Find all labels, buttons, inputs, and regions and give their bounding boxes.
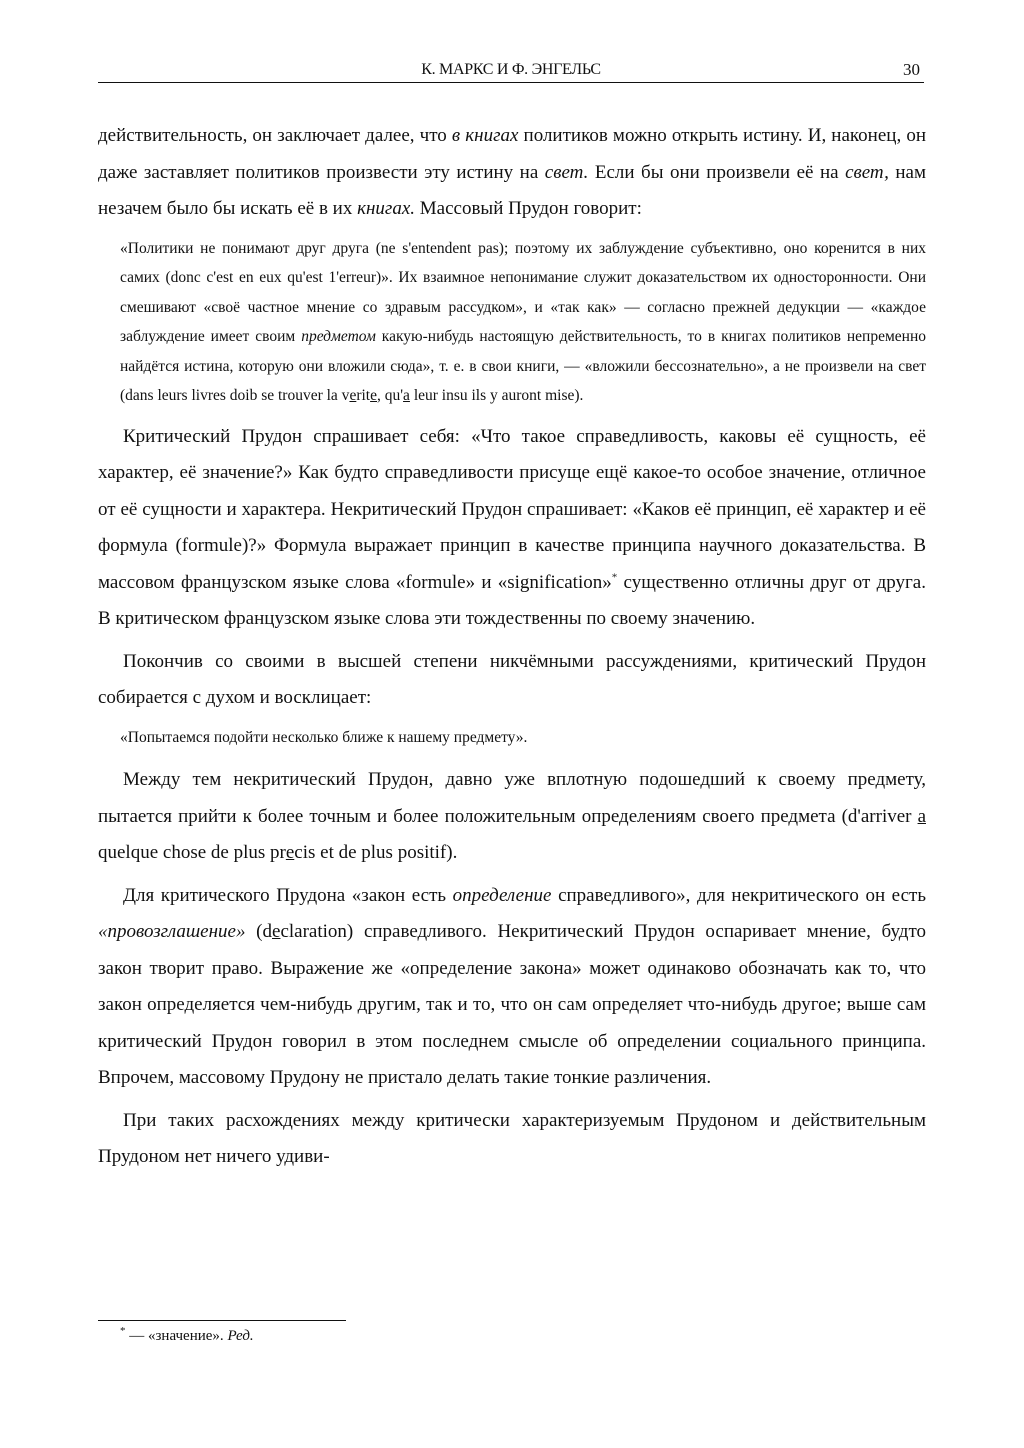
- emphasis: предметом: [301, 328, 376, 345]
- text: Критический Прудон спрашивает себя: «Что такое справедливость, каковы её сущность, её характер, её значение?» Как будто справедливости присуще ещё какое-то особое значение, отличное от её сущности и характера. Некритический Прудон спрашивает: «Каков её принцип, её характер и её формула (formule)?» Формула выражает принцип в качестве принципа научного доказательства. В массовом французском языке слова «formule» и «signification»: [98, 425, 926, 593]
- block-quote-2: «Попытаемся подойти несколько ближе к нашему предмету».: [120, 728, 528, 746]
- emphasis: свет,: [845, 161, 889, 183]
- text: действительность, он заключает далее, что: [98, 125, 452, 146]
- header-title: К. МАРКС И Ф. ЭНГЕЛЬС: [421, 61, 601, 78]
- text: cis et de plus positif).: [294, 842, 458, 863]
- paragraph-1: [98, 118, 926, 228]
- page-body: [98, 118, 926, 1182]
- footnote-text: — «значение».: [125, 1328, 228, 1344]
- paragraph-6: При таких расхождениях между критически характеризуемым Прудоном и действительным Прудоном нет ничего удиви-: [98, 1109, 926, 1167]
- paragraph-3: Покончив со своими в высшей степени никчёмными рассуждениями, критический Прудон собирается с духом и восклицает:: [98, 650, 926, 708]
- paragraph-2: [98, 419, 926, 638]
- emphasis: «провозглашение»: [98, 921, 246, 942]
- text: Массовый Прудон говорит:: [415, 198, 642, 219]
- emphasis: книгах.: [357, 198, 416, 219]
- page-number: 30: [903, 60, 920, 79]
- text: claration) справедливого. Некритический Прудон оспаривает мнение, будто закон творит право. Выражение же «определение закона» может одинаково обозначать как то, что закон определяется чем-нибудь другим, так и то, что он сам определяет что-нибудь другое; выше сам критический Прудон говорил в этом последнем смысле об определении социального принципа. Впрочем, массовому Прудону не пристало делать такие тонкие различения.: [98, 921, 926, 1088]
- text: Если бы они произвели её на: [588, 161, 846, 183]
- running-header: [98, 58, 924, 83]
- text: quelque chose de plus pr: [98, 842, 286, 863]
- footnote-divider: [98, 1320, 346, 1321]
- underlined-letter: a: [917, 805, 926, 827]
- emphasis: определение: [452, 884, 552, 906]
- emphasis: в книгах: [451, 125, 519, 146]
- text: справедливого», для некритического он есть: [551, 884, 926, 906]
- text: Для критического Прудона «закон есть: [123, 884, 453, 906]
- underlined-letter: e: [285, 842, 295, 863]
- text: «Политики не понимают друг друга (ne s'entendent pas); поэтому их заблуждение субъективно, оно коренится в них самих (donc c'est en eux qu'est 1'erreur)». Их взаимное непонимание служит доказательством их односторонности. Они смешивают «своё частное мнение со здравым рассудком», и «так как» — согласно прежней дедукции — «каждое заблуждение имеет своим: [120, 239, 926, 345]
- underlined-letter: e: [370, 387, 377, 404]
- text: политиков можно открыть истину. И, наконец, он даже заставляет политиков произвести эту истину на: [98, 125, 926, 183]
- text: leur insu ils y auront mise).: [409, 387, 584, 404]
- underlined-letter: e: [272, 921, 281, 942]
- underlined-letter: a: [403, 387, 410, 404]
- text: (d: [245, 921, 273, 942]
- text: нам незачем было бы искать её в их: [98, 161, 926, 219]
- text: , qu': [377, 387, 404, 404]
- footnote-marker: *: [611, 571, 618, 584]
- footnote: [120, 1325, 254, 1345]
- text: какую-нибудь настоящую действительность, то в книгах политиков непременно найдётся истина, которую они вложили сюда», т. е. в свои книги, — «вложили бессознательно», а не произвели на свет (dans leurs livres doib se trouver la v: [120, 328, 926, 404]
- emphasis: свет.: [544, 161, 589, 183]
- block-quote-1: [120, 234, 926, 411]
- footnote-editor-note: Ред.: [227, 1328, 254, 1344]
- paragraph-5: [98, 878, 926, 1097]
- text: rit: [356, 387, 371, 404]
- footnote-mark: *: [120, 1325, 126, 1337]
- text: существенно отличны друг от друга. В критическом французском языке слова эти тождественны по своему значению.: [98, 571, 926, 629]
- text: Между тем некритический Прудон, давно уже вплотную подошедший к своему предмету, пытается прийти к более точным и более положительным определениям своего предмета (d'arriver: [98, 769, 926, 827]
- paragraph-4: [98, 762, 926, 872]
- underlined-letter: e: [349, 387, 357, 404]
